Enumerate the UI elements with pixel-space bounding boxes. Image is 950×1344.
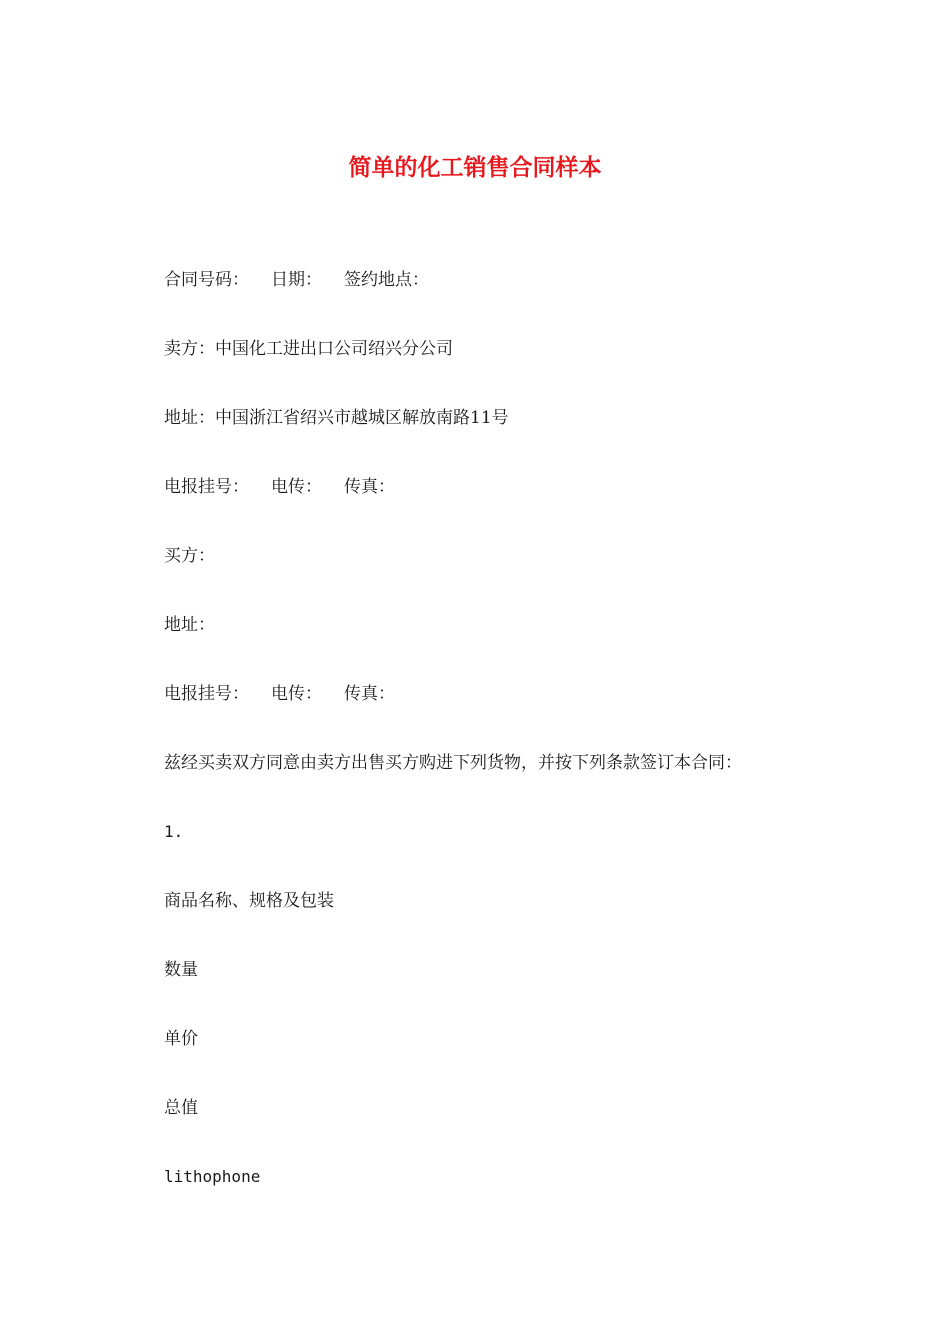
seller-cable-label: 电报挂号：	[164, 477, 249, 497]
quantity-heading: 数量	[164, 960, 198, 980]
total-value-heading: 总值	[164, 1098, 198, 1118]
seller-fax-label: 传真：	[344, 477, 395, 497]
contract-date-label: 日期：	[271, 270, 322, 290]
buyer-cable-label: 电报挂号：	[164, 684, 249, 704]
seller-contact-line	[164, 470, 864, 539]
goods-heading: 商品名称、规格及包装	[164, 891, 334, 911]
buyer-contact-line	[164, 677, 864, 746]
buyer-address-line: 地址：	[164, 615, 215, 635]
contract-header-line	[164, 263, 864, 332]
buyer-line: 买方：	[164, 546, 215, 566]
seller-address-line: 地址：中国浙江省绍兴市越城区解放南路11号	[164, 408, 509, 428]
signing-place-label: 签约地点：	[344, 270, 429, 290]
contract-number-label: 合同号码：	[164, 270, 249, 290]
unit-price-heading: 单价	[164, 1029, 198, 1049]
document-title: 简单的化工销售合同样本	[348, 154, 602, 181]
product-name: lithophone	[164, 1167, 261, 1186]
clause-number: 1.	[164, 822, 184, 841]
contract-body	[164, 263, 864, 1229]
agreement-intro-line: 兹经买卖双方同意由卖方出售买方购进下列货物，并按下列条款签订本合同：	[164, 753, 742, 773]
seller-telex-label: 电传：	[271, 477, 322, 497]
buyer-fax-label: 传真：	[344, 684, 395, 704]
seller-line: 卖方：中国化工进出口公司绍兴分公司	[164, 339, 453, 359]
buyer-telex-label: 电传：	[271, 684, 322, 704]
